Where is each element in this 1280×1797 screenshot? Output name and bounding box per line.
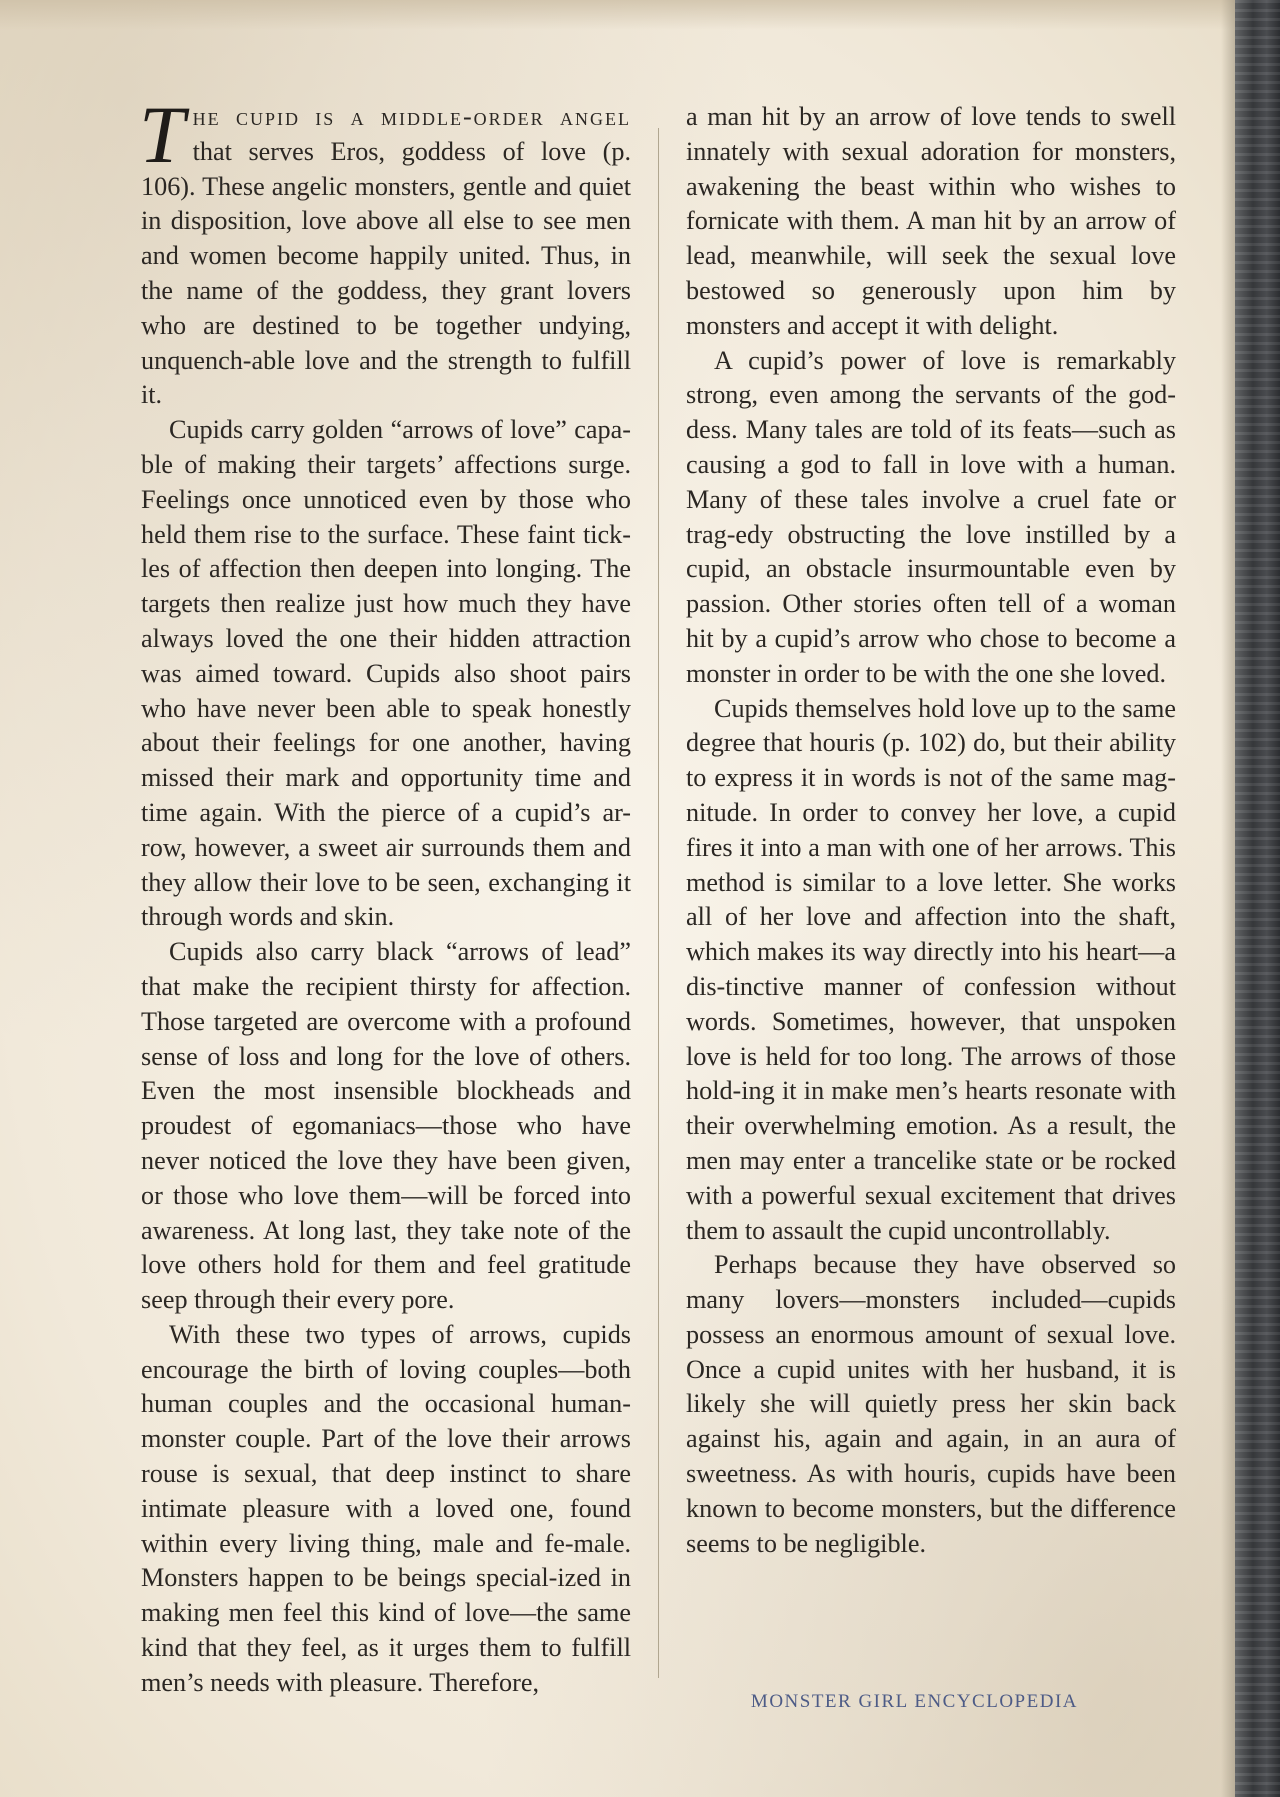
column-divider <box>658 128 659 1678</box>
paragraph-8: Perhaps because they have observed so many lovers—monsters included—cupids possess an enormous amount of sexual love. Once a cupid unites with her husband, it is likely she will quietly press her skin back against his, again and again, in an aura of sweetness. As with houris, cupids have been known to become monsters, but the difference seems to be negligible. <box>686 1250 1176 1558</box>
page-top-edge <box>0 0 1235 30</box>
running-footer: MONSTER GIRL ENCYCLOPEDIA <box>750 1691 1078 1712</box>
paragraph-2: Cupids carry golden “arrows of love” capa-ble of making their targets’ affections surge. Feelings once unnoticed even by those who held them rise to the surface. These faint tick-les of affection then deepen into longing. The targets then realize just how much they have always loved the one their hidden attraction was aimed toward. Cupids also shoot pairs who have never been able to speak honestly about their feelings for one another, having missed their mark and opportunity time and time again. With the pierce of a cupid’s ar-row, however, a sweet air surrounds them and they allow their love to be seen, exchanging it through words and skin. <box>141 415 631 932</box>
lead-in: he cupid is a middle-order angel <box>192 102 631 131</box>
paragraph-6: A cupid’s power of love is remarkably strong, even among the servants of the god-dess. Many tales are told of its feats—such as causing a god to fall in love with a human. Many of these tales involve a cruel fate or trag-edy obstructing the love instilled by a cupid, an obstacle insurmountable even by passion. Other stories often tell of a woman hit by a cupid’s arrow who chose to become a monster in order to be with the one she loved. <box>686 345 1176 688</box>
book-spine <box>1235 0 1280 1797</box>
paragraph-7: Cupids themselves hold love up to the same degree that houris (p. 102) do, but their ability to express it in words is not of the same mag-nitude. In order to convey her love, a cupid fires it into a man with one of her arrows. This method is similar to a love letter. She works all of her love and affection into the shaft, which makes its way directly into his heart—a dis-tinctive manner of confession without words. Sometimes, however, that unspoken love is held for too long. The arrows of those hold-ing it in make men’s hearts resonate with their overwhelming emotion. As a result, the men may enter a trancelike state or be rocked with a powerful sexual excitement that drives them to assault the cupid uncontrollably. <box>686 693 1176 1245</box>
paragraph-4: With these two types of arrows, cupids encourage the birth of loving couples—both human couples and the occasional human-monster couple. Part of the love their arrows rouse is sexual, that deep instinct to share intimate pleasure with a loved one, found within every living thing, male and fe-male. Monsters happen to be beings special-ized in making men feel this kind of love—the same kind that they feel, as it urges them to fulfill men’s needs with pleasure. Therefore, <box>141 1319 631 1697</box>
page-edge-shadow <box>1221 0 1235 1797</box>
paragraph-3: Cupids also carry black “arrows of lead” that make the recipient thirsty for affection. Those targeted are overcome with a profound sense of loss and long for the love of others. Even the most insensible blockheads and proudest of egomaniacs—those who have never noticed the love they have been given, or those who love them—will be forced into awareness. At long last, they take note of the love others hold for them and feel gratitude seep through their every pore. <box>141 937 631 1315</box>
drop-cap: T <box>139 89 185 180</box>
paragraph-5: a man hit by an arrow of love tends to swell innately with sexual adoration for monsters, awakening the beast within who wishes to fornicate with them. A man hit by an arrow of lead, meanwhile, will seek the sexual love bestowed so generously upon him by monsters and accept it with delight. <box>686 102 1176 340</box>
paragraph-1 <box>139 89 631 413</box>
paragraph-1-text: that serves Eros, goddess of love (p. 106). These angelic monsters, gentle and quiet in disposition, love above all else to see men and women become happily united. Thus, in the name of the goddess, they grant lovers who are destined to be together undying, unquench-able love and the strength to fulfill it. <box>141 136 631 410</box>
left-column <box>139 89 631 1701</box>
right-column <box>686 100 1176 1561</box>
